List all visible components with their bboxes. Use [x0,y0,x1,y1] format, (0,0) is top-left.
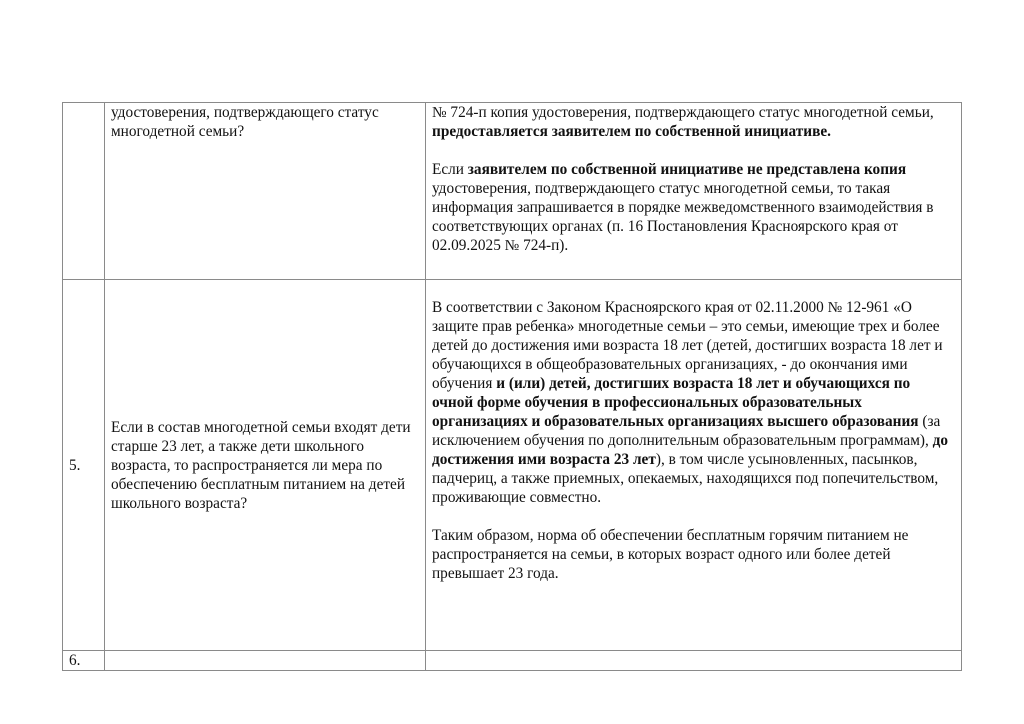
answer-cell [426,651,962,671]
answer-paragraph [432,103,955,141]
answer-text-bold: и (или) детей, достигших возраста 18 лет и обучающихся по очной форме обучения в профессиональных образовательных организациях и образовательных организациях высшего образования [432,375,919,430]
answer-paragraph [432,160,955,255]
answer-text: удостоверения, подтверждающего статус многодетной семьи, то такая информация запрашивается в порядке межведомственного взаимодействия в соответствующих органах (п. 16 Постановления Красноярского края от 02.09.2025 № 724-п). [432,180,934,254]
answer-cell [426,103,962,280]
question-cell: удостоверения, подтверждающего статус многодетной семьи? [105,103,426,280]
answer-paragraph [432,298,955,507]
answer-cell [426,280,962,651]
row-number: 6. [63,651,105,671]
answer-text-bold: заявителем по собственной инициативе не представлена копия [467,161,907,178]
question-cell [105,651,426,671]
row-number [63,103,105,280]
table-row [63,651,962,671]
answer-text: № 724-п копия удостоверения, подтверждающего статус многодетной семьи, [432,104,934,121]
row-number: 5. [63,280,105,651]
answer-text: Таким образом, норма об обеспечении бесплатным горячим питанием не распространяется на семьи, в которых возраст одного или более детей превышает 23 года. [432,527,909,582]
answer-text-bold: до достижения ими возраста 23 лет [432,432,949,468]
answer-text: Если [432,161,468,178]
answer-text: В соответствии с Законом Красноярского края от 02.11.2000 № 12-961 «О защите прав ребенка» многодетные семьи – это семьи, имеющие трех и более детей до достижения ими возраста 18 лет (детей, достигших возраста 18 лет и обучающихся в общеобразовательных организациях, - до окончания ими обучения [432,299,943,392]
question-cell: Если в состав многодетной семьи входят дети старше 23 лет, а также дети школьного возраста, то распространяется ли мера по обеспечению бесплатным питанием на детей школьного возраста? [105,280,426,651]
answer-text: ), в том числе усыновленных, пасынков, падчериц, а также приемных, опекаемых, находящихся под попечительством, проживающие совместно. [432,451,939,506]
answer-text-bold: предоставляется заявителем по собственной инициативе. [432,123,831,140]
answer-paragraph [432,526,955,583]
faq-table [62,102,962,671]
table-row [63,280,962,651]
answer-text: (за исключением обучения по дополнительным образовательным программам), [432,413,941,449]
table-row [63,103,962,280]
